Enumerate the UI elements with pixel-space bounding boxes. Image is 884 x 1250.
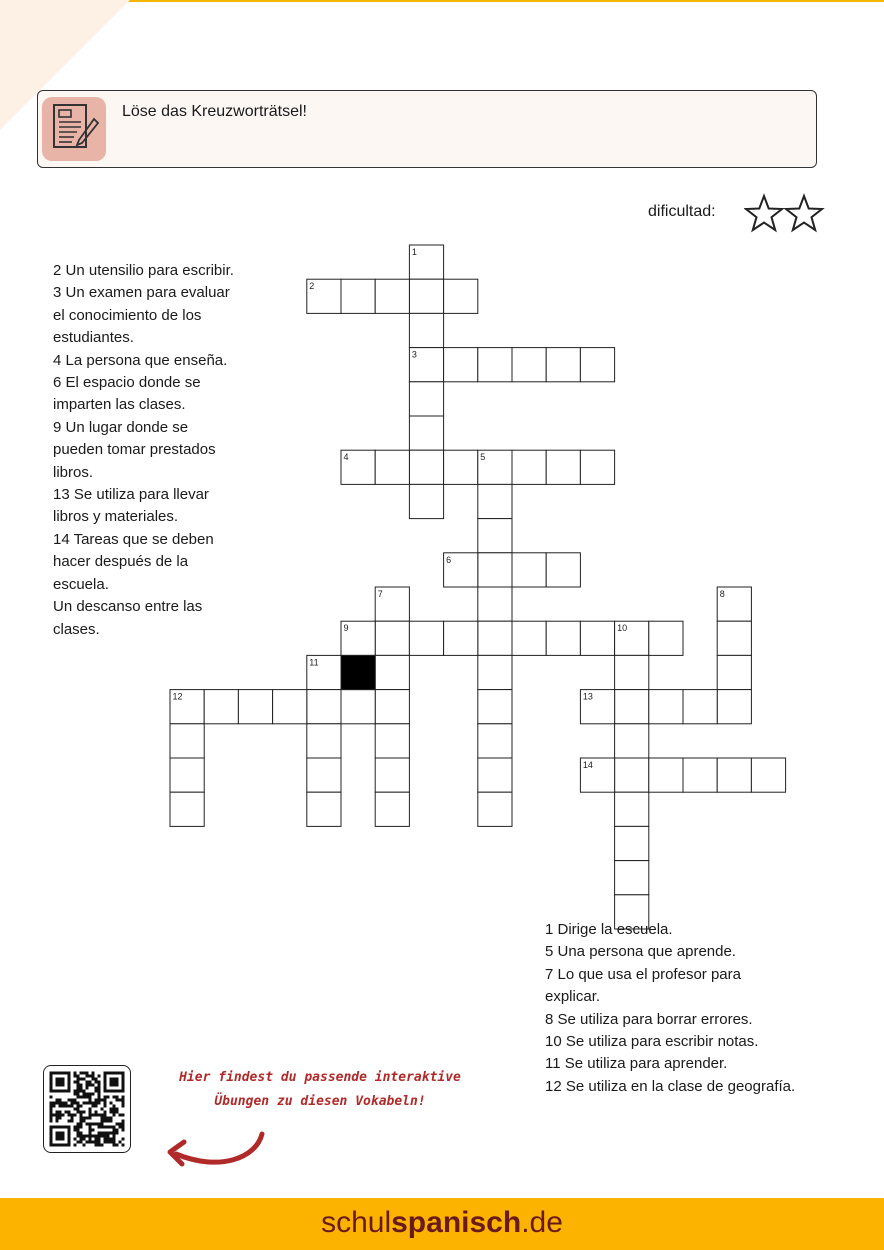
crossword-cell[interactable] — [478, 348, 512, 382]
crossword-cell[interactable] — [478, 690, 512, 724]
footer-brand[interactable] — [0, 1198, 884, 1250]
crossword-cell-number: 7 — [377, 589, 383, 599]
crossword-cell[interactable] — [341, 690, 375, 724]
crossword-cell[interactable] — [170, 758, 204, 792]
crossword-cell[interactable] — [580, 621, 614, 655]
crossword-cell[interactable] — [409, 382, 443, 416]
crossword-cell[interactable] — [615, 690, 649, 724]
crossword-cell[interactable] — [409, 450, 443, 484]
crossword-cell[interactable] — [615, 655, 649, 689]
crossword-cell[interactable] — [341, 279, 375, 313]
crossword-cell[interactable] — [409, 416, 443, 450]
crossword-cell-number: 10 — [617, 623, 628, 634]
crossword-cell[interactable] — [580, 348, 614, 382]
crossword-cell[interactable] — [580, 450, 614, 484]
crossword-cell[interactable] — [375, 792, 409, 826]
crossword-cell[interactable] — [478, 792, 512, 826]
clue-line: pueden tomar prestados — [53, 441, 216, 459]
crossword-cell[interactable] — [717, 690, 751, 724]
crossword-cell[interactable] — [444, 348, 478, 382]
crossword-cell-number: 13 — [582, 691, 593, 702]
crossword-cell[interactable] — [717, 758, 751, 792]
crossword-cell-number: 14 — [582, 760, 593, 770]
crossword-cell[interactable] — [683, 758, 717, 792]
promo-text — [170, 1066, 470, 1114]
crossword-cell-number: 5 — [480, 452, 486, 463]
clue-line: escuela. — [53, 575, 109, 593]
qr-code-icon[interactable] — [44, 1066, 130, 1152]
crossword-cell[interactable] — [375, 621, 409, 655]
brand-suffix: .de — [521, 1206, 563, 1239]
clue-line: el conocimiento de los — [53, 306, 202, 324]
crossword-cell[interactable] — [512, 450, 546, 484]
clue-line: 12 Se utiliza en la clase de geografía. — [545, 1077, 796, 1095]
crossword-cell[interactable] — [375, 758, 409, 792]
crossword-cell[interactable] — [375, 724, 409, 758]
clue-line: clases. — [53, 620, 100, 638]
clue-line: 6 El espacio donde se — [53, 374, 201, 392]
crossword-cell[interactable] — [615, 826, 649, 860]
crossword-cell[interactable] — [444, 450, 478, 484]
crossword-cell[interactable] — [307, 690, 341, 724]
clues-right — [545, 919, 795, 1098]
crossword-cell[interactable] — [409, 484, 443, 518]
clue-line: explicar. — [545, 988, 601, 1006]
crossword-cell[interactable] — [751, 758, 785, 792]
crossword-cell[interactable] — [375, 279, 409, 313]
crossword-cell[interactable] — [546, 450, 580, 484]
crossword-cell[interactable] — [444, 279, 478, 313]
crossword-cell[interactable] — [478, 553, 512, 587]
crossword-cell-number: 8 — [719, 589, 725, 599]
curved-arrow-icon — [160, 1128, 270, 1178]
task-instruction: Löse das Kreuzworträtsel! — [122, 103, 307, 120]
crossword-cell[interactable] — [170, 792, 204, 826]
crossword-cell[interactable] — [375, 655, 409, 689]
clue-line: 2 Un utensilio para escribir. — [53, 262, 234, 279]
crossword-cell[interactable] — [649, 621, 683, 655]
crossword-cell[interactable] — [649, 758, 683, 792]
crossword-cell[interactable] — [204, 690, 238, 724]
clue-line: libros. — [53, 463, 94, 481]
crossword-cell[interactable] — [478, 758, 512, 792]
clue-line: libros y materiales. — [53, 508, 179, 526]
clue-line: 13 Se utiliza para llevar — [53, 486, 209, 504]
crossword-cell[interactable] — [478, 484, 512, 518]
qr-code-card[interactable] — [43, 1065, 131, 1153]
clue-line: 9 Un lugar donde se — [53, 418, 189, 436]
crossword-cell-number: 6 — [446, 554, 452, 565]
clue-line: 5 Una persona que aprende. — [545, 943, 736, 961]
crossword-cell[interactable] — [649, 690, 683, 724]
crossword-cell-number: 3 — [411, 349, 417, 360]
crossword-cell[interactable] — [409, 279, 443, 313]
clues-left — [53, 260, 234, 641]
crossword-cell[interactable] — [615, 792, 649, 826]
crossword-cell[interactable] — [683, 690, 717, 724]
clue-line: Un descanso entre las — [53, 598, 203, 616]
clue-line: 3 Un examen para evaluar — [53, 284, 230, 302]
clue-line: 1 Dirige la escuela. — [545, 921, 673, 938]
crossword-cell[interactable] — [375, 690, 409, 724]
promo-line-1: Hier findest du passende interaktive — [179, 1070, 461, 1085]
crossword-cell[interactable] — [546, 553, 580, 587]
crossword-cell[interactable] — [478, 724, 512, 758]
difficulty-label: dificultad: — [648, 203, 716, 220]
crossword-cell[interactable] — [546, 348, 580, 382]
brand-bold: spanisch — [391, 1206, 522, 1239]
promo-line-2: Übungen zu diesen Vokabeln! — [214, 1094, 426, 1109]
crossword-cell[interactable] — [409, 313, 443, 347]
crossword-cell[interactable] — [478, 655, 512, 689]
crossword-cell[interactable] — [615, 724, 649, 758]
crossword-cell[interactable] — [717, 621, 751, 655]
crossword-cell[interactable] — [717, 655, 751, 689]
clue-line: estudiantes. — [53, 329, 134, 347]
crossword-cell[interactable] — [478, 519, 512, 553]
crossword-cell[interactable] — [375, 450, 409, 484]
clue-line: 11 Se utiliza para aprender. — [545, 1055, 728, 1073]
crossword-cell-number: 9 — [343, 623, 349, 634]
crossword-cell[interactable] — [512, 553, 546, 587]
crossword-cell[interactable] — [307, 758, 341, 792]
crossword-blocked-cell — [341, 655, 375, 689]
crossword-cell[interactable] — [307, 724, 341, 758]
crossword-cell[interactable] — [512, 621, 546, 655]
crossword-cell[interactable] — [170, 724, 204, 758]
crossword-cell[interactable] — [238, 690, 272, 724]
crossword-cell-number: 11 — [309, 657, 319, 668]
clue-line: 14 Tareas que se deben — [53, 530, 214, 548]
crossword-cell-number: 2 — [309, 281, 315, 292]
clue-line: 8 Se utiliza para borrar errores. — [545, 1010, 753, 1028]
clue-line: 7 Lo que usa el profesor para — [545, 965, 741, 983]
clue-line: 4 La persona que enseña. — [53, 351, 228, 369]
crossword-cell[interactable] — [444, 621, 478, 655]
crossword-cell-number: 12 — [172, 691, 183, 702]
crossword-cell[interactable] — [615, 758, 649, 792]
crossword-cell[interactable] — [546, 621, 580, 655]
clue-line: hacer después de la — [53, 553, 189, 571]
crossword-cell[interactable] — [512, 348, 546, 382]
crossword-cell[interactable] — [615, 861, 649, 895]
crossword-cell-number: 4 — [343, 452, 349, 463]
crossword-cell[interactable] — [409, 621, 443, 655]
crossword-cell-number: 1 — [411, 247, 417, 257]
crossword-cell[interactable] — [307, 792, 341, 826]
clue-line: imparten las clases. — [53, 396, 186, 414]
crossword-cell[interactable] — [273, 690, 307, 724]
brand-prefix: schul — [321, 1206, 392, 1239]
crossword-cell[interactable] — [478, 621, 512, 655]
crossword-cell[interactable] — [478, 587, 512, 621]
clue-line: 10 Se utiliza para escribir notas. — [545, 1033, 759, 1051]
